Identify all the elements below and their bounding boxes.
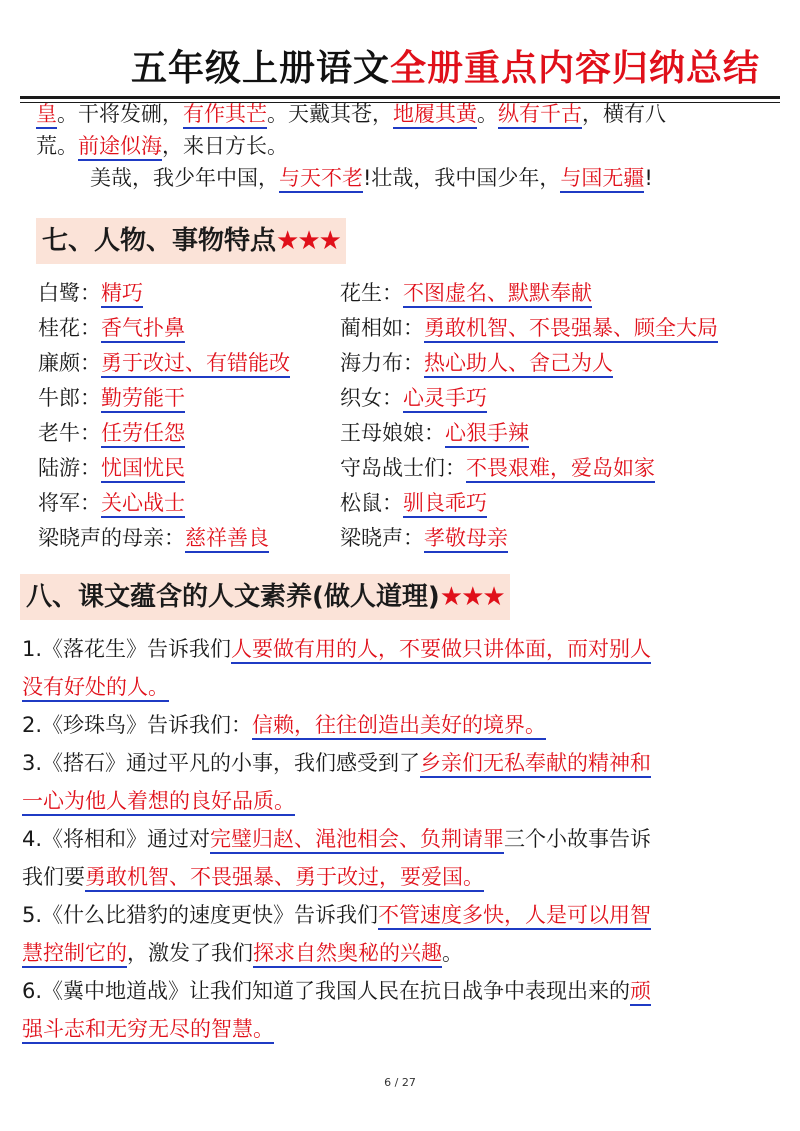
trait-entry	[340, 346, 613, 381]
character-trait: 香气扑鼻	[101, 316, 185, 343]
text-segment: 4.《将相和》通过对	[22, 827, 211, 851]
text-segment: ，激发了我们	[127, 941, 253, 965]
trait-row	[38, 521, 778, 556]
trait-entry	[340, 451, 655, 486]
trait-row	[38, 346, 778, 381]
lesson-line	[22, 668, 762, 706]
character-trait: 勇敢机智、不畏强暴、顾全大局	[424, 316, 718, 343]
key-phrase: 强斗志和无穷无尽的智慧。	[22, 1017, 274, 1044]
character-name: 梁晓声的母亲：	[38, 526, 185, 550]
key-phrase: 前途似海	[78, 134, 162, 161]
text-segment: 。天戴其苍，	[267, 102, 393, 126]
key-phrase: 信赖，往往创造出美好的境界。	[252, 713, 546, 740]
character-name: 王母娘娘：	[340, 421, 445, 445]
lesson-item	[22, 706, 762, 744]
character-trait: 勤劳能干	[101, 386, 185, 413]
character-name: 桂花：	[38, 316, 101, 340]
lesson-line	[22, 972, 762, 1010]
text-segment: 。	[442, 941, 463, 965]
lesson-line	[22, 744, 762, 782]
text-segment: 美哉，我少年中国，	[90, 166, 279, 190]
trait-entry	[38, 486, 185, 521]
character-trait: 关心战士	[101, 491, 185, 518]
text-segment: 三个小故事告诉	[504, 827, 652, 851]
text-segment: ，横有八	[582, 102, 666, 126]
text-segment: 3.《搭石》通过平凡的小事，我们感受到了	[22, 751, 421, 775]
intro-line	[36, 130, 766, 162]
key-phrase: 纵有千古	[498, 102, 582, 129]
text-segment: 荒。	[36, 134, 78, 158]
lesson-item	[22, 744, 762, 820]
character-trait: 不图虚名、默默奉献	[403, 281, 592, 308]
character-name: 老牛：	[38, 421, 101, 445]
text-segment: 。	[477, 102, 498, 126]
character-trait: 热心助人、舍己为人	[424, 351, 613, 378]
character-trait: 孝敬母亲	[424, 526, 508, 553]
text-segment: 。干将发硎，	[57, 102, 183, 126]
section-8-label: 八、课文蕴含的人文素养(做人道理)	[26, 582, 440, 612]
key-phrase: 慧控制它的	[22, 941, 127, 968]
trait-entry	[38, 416, 185, 451]
key-phrase: 不管速度多快，人是可以用智	[378, 903, 651, 930]
page-title	[20, 40, 780, 92]
lesson-item	[22, 896, 762, 972]
intro-line	[36, 162, 766, 194]
section-7-label: 七、人物、事物特点	[42, 226, 277, 256]
key-phrase: 人要做有用的人，不要做只讲体面，而对别人	[231, 637, 651, 664]
character-trait: 精巧	[101, 281, 143, 308]
key-phrase: 与天不老	[279, 166, 363, 193]
character-name: 牛郎：	[38, 386, 101, 410]
trait-entry	[340, 416, 529, 451]
character-name: 织女：	[340, 386, 403, 410]
traits-list	[38, 276, 778, 556]
trait-entry	[38, 311, 185, 346]
lesson-line	[22, 630, 762, 668]
text-segment: !	[644, 166, 653, 190]
trait-row	[38, 381, 778, 416]
trait-entry	[340, 311, 718, 346]
key-phrase: 有作其芒	[183, 102, 267, 129]
lesson-line	[22, 934, 762, 972]
key-phrase: 顽	[630, 979, 651, 1006]
lesson-line	[22, 896, 762, 934]
character-trait: 勇于改过、有错能改	[101, 351, 290, 378]
key-phrase: 探求自然奥秘的兴趣	[253, 941, 442, 968]
text-segment: 6.《冀中地道战》让我们知道了我国人民在抗日战争中表现出来的	[22, 979, 631, 1003]
intro-line	[36, 98, 766, 130]
trait-entry	[340, 381, 487, 416]
character-name: 陆游：	[38, 456, 101, 480]
lesson-item	[22, 630, 762, 706]
trait-row	[38, 451, 778, 486]
text-segment: ，来日方长。	[162, 134, 288, 158]
trait-row	[38, 311, 778, 346]
character-name: 白鹭：	[38, 281, 101, 305]
trait-entry	[38, 276, 143, 311]
section-8-heading	[20, 574, 510, 620]
page-number: 6 / 27	[384, 1076, 416, 1089]
character-name: 海力布：	[340, 351, 424, 375]
trait-entry	[340, 276, 592, 311]
lesson-line	[22, 858, 762, 896]
text-segment: 我们要	[22, 865, 85, 889]
character-name: 花生：	[340, 281, 403, 305]
key-phrase: 完璧归赵、渑池相会、负荆请罪	[210, 827, 504, 854]
key-phrase: 一心为他人着想的良好品质。	[22, 789, 295, 816]
key-phrase: 地履其黄	[393, 102, 477, 129]
title-part-black: 五年级上册语文	[130, 48, 390, 89]
star-icons: ★★★	[439, 582, 504, 612]
character-trait: 驯良乖巧	[403, 491, 487, 518]
character-trait: 不畏艰难，爱岛如家	[466, 456, 655, 483]
text-segment: 5.《什么比猎豹的速度更快》告诉我们	[22, 903, 379, 927]
character-trait: 任劳任怨	[101, 421, 185, 448]
character-name: 将军：	[38, 491, 101, 515]
key-phrase: 没有好处的人。	[22, 675, 169, 702]
character-name: 梁晓声：	[340, 526, 424, 550]
lesson-item	[22, 820, 762, 896]
key-phrase: 勇敢机智、不畏强暴、勇于改过，要爱国。	[85, 865, 484, 892]
key-phrase: 乡亲们无私奉献的精神和	[420, 751, 651, 778]
trait-entry	[38, 381, 185, 416]
trait-entry	[38, 451, 185, 486]
character-trait: 心狠手辣	[445, 421, 529, 448]
character-name: 松鼠：	[340, 491, 403, 515]
key-phrase: 与国无疆	[560, 166, 644, 193]
lesson-line	[22, 1010, 762, 1048]
trait-row	[38, 486, 778, 521]
lesson-line	[22, 782, 762, 820]
intro-paragraph	[36, 98, 766, 194]
text-segment: 1.《落花生》告诉我们	[22, 637, 232, 661]
trait-entry	[38, 521, 269, 556]
character-name: 守岛战士们：	[340, 456, 466, 480]
character-trait: 慈祥善良	[185, 526, 269, 553]
character-name: 蔺相如：	[340, 316, 424, 340]
section-7-heading	[36, 218, 346, 264]
character-name: 廉颇：	[38, 351, 101, 375]
lesson-line	[22, 820, 762, 858]
key-phrase: 皇	[36, 102, 57, 129]
text-segment: 2.《珍珠鸟》告诉我们：	[22, 713, 253, 737]
trait-entry	[38, 346, 290, 381]
trait-row	[38, 276, 778, 311]
character-trait: 心灵手巧	[403, 386, 487, 413]
star-icons: ★★★	[276, 226, 340, 256]
trait-row	[38, 416, 778, 451]
lesson-line	[22, 706, 762, 744]
lessons-list	[22, 630, 762, 1048]
trait-entry	[340, 521, 508, 556]
character-trait: 忧国忧民	[101, 456, 185, 483]
text-segment: !壮哉，我中国少年，	[363, 166, 561, 190]
trait-entry	[340, 486, 487, 521]
title-part-red: 全册重点内容归纳总结	[389, 48, 760, 89]
lesson-item	[22, 972, 762, 1048]
